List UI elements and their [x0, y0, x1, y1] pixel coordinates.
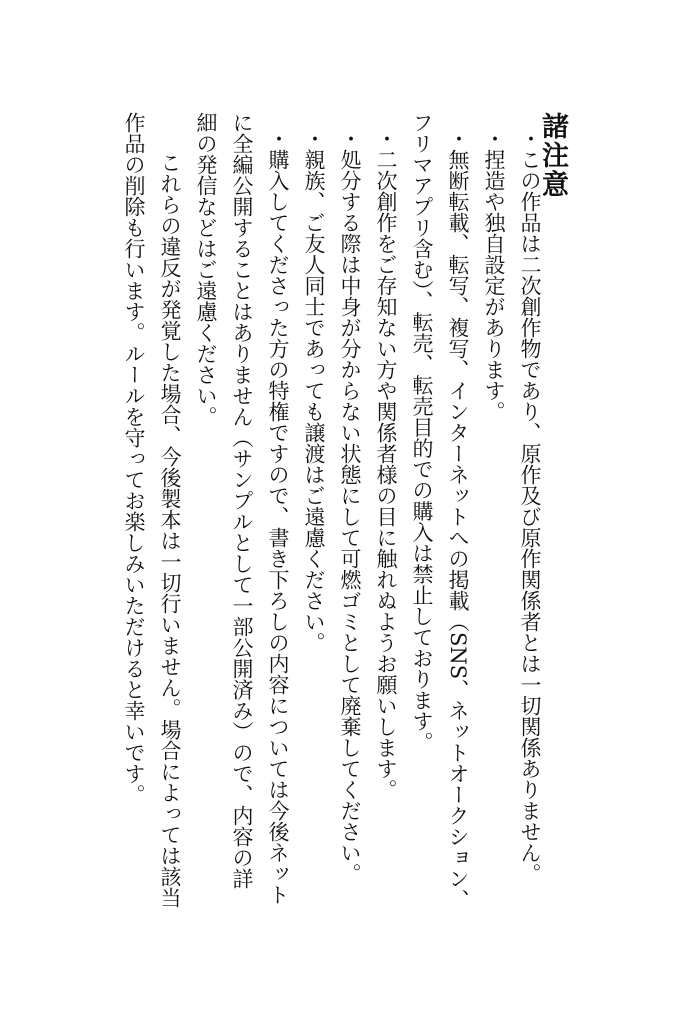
notice-line-10: 細の発信などはご遠慮ください。: [194, 112, 218, 427]
closing-line-1: これらの違反が発覚した場合、今後製本は一切行いません。場合によっては該当: [158, 152, 182, 908]
page-title: 諸注意: [537, 112, 568, 199]
notice-line-6: ・処分する際は中身が分からない状態にして可燃ゴミとして廃棄してください。: [338, 128, 362, 884]
closing-line-2: 作品の削除も行います。ルールを守ってお楽しみいただけると幸いです。: [122, 112, 146, 805]
notice-body: [116, 112, 548, 912]
notice-line-7: ・親族、ご友人同士であっても譲渡はご遠慮ください。: [302, 128, 326, 653]
notice-line-4: フリマアプリ含む）、転売、転売目的での購入は禁止しております。: [410, 112, 434, 753]
notice-line-1: ・この作品は二次創作物であり、原作及び原作関係者とは一切関係ありません。: [518, 128, 542, 884]
notice-line-3: ・無断転載、転写、複写、インターネットへの掲載（SNS、ネットオークション、: [446, 128, 470, 911]
notice-line-8: ・購入してくださった方の特権ですので、書き下ろしの内容については今後ネット: [266, 128, 290, 905]
notice-line-2: ・捏造や独自設定があります。: [482, 128, 506, 422]
notice-line-5: ・二次創作をご存知ない方や関係者様の目に触れぬようお願いします。: [374, 128, 398, 800]
notice-line-9: に全編公開することはありません（サンプルとして一部公開済み）ので、内容の詳: [230, 112, 254, 889]
